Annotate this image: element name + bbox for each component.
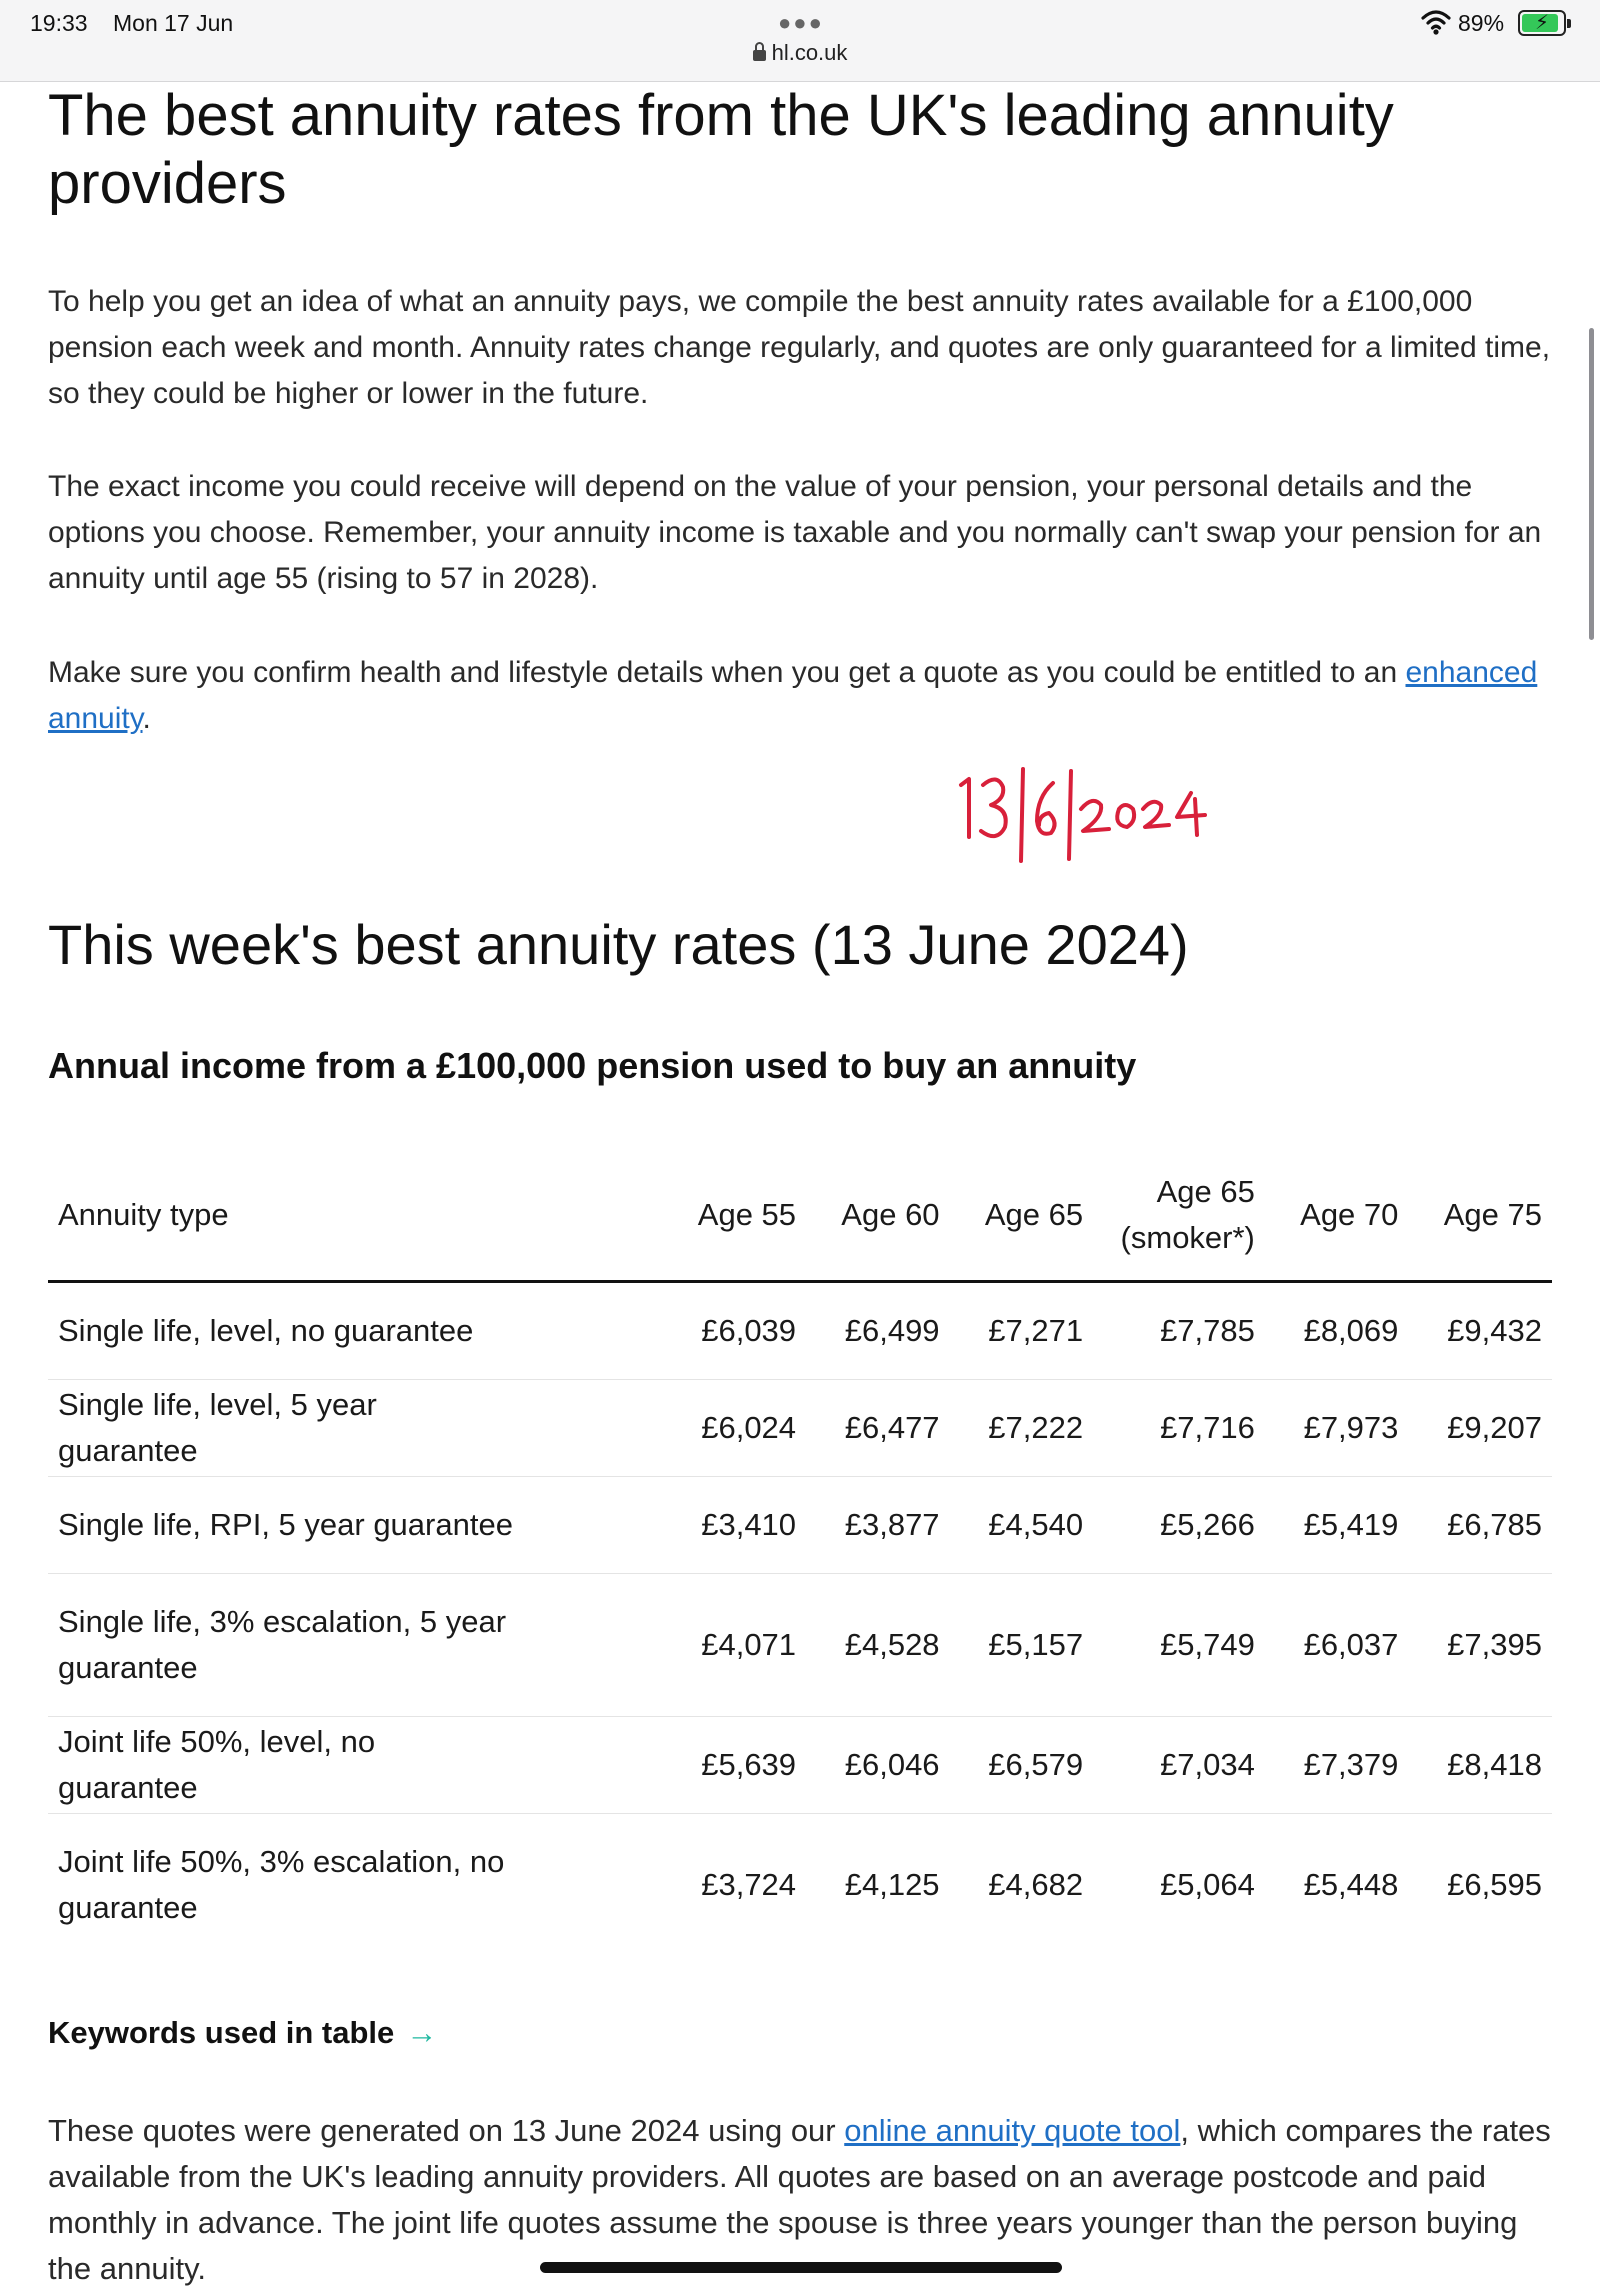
intro-paragraph-2: The exact income you could receive will depend on the value of your pension, your personal details and the options you choose. Remember, your annuity income is taxable and you normally can't swap your pension for an annuity until age 55 (rising to 57 in 2028).: [48, 470, 1542, 595]
annuity-type-cell: Joint life 50%, 3% escalation, no guarantee: [58, 1844, 505, 1925]
rate-cell: £7,716: [1093, 1380, 1265, 1477]
table-header-row: [48, 1150, 1552, 1282]
rate-cell: £7,034: [1093, 1717, 1265, 1814]
rates-heading: This week's best annuity rates (13 June 2024): [48, 913, 1189, 976]
rate-cell: £6,499: [806, 1282, 950, 1380]
keywords-label: Keywords used in table: [48, 2015, 395, 2050]
rate-cell: £5,266: [1093, 1477, 1265, 1574]
rate-cell: £5,157: [950, 1574, 1094, 1717]
rate-cell: £6,595: [1447, 1867, 1542, 1902]
rate-cell: £8,418: [1408, 1717, 1552, 1814]
table-row: [48, 1814, 1552, 1957]
annuity-type-cell: Single life, 3% escalation, 5 year guarantee: [48, 1574, 663, 1717]
column-header-age-60: Age 60: [806, 1150, 950, 1282]
handwritten-date-annotation: [955, 765, 1215, 865]
enhanced-annuity-link[interactable]: enhanced annuity: [48, 656, 1538, 735]
rate-cell: £7,222: [950, 1380, 1094, 1477]
status-date: Mon 17 Jun: [113, 10, 234, 36]
rate-cell: £4,540: [950, 1477, 1094, 1574]
wifi-icon: [1421, 8, 1451, 36]
annuity-quote-tool-link[interactable]: online annuity quote tool: [844, 2113, 1181, 2148]
column-header-age-65-smoker: Age 65 (smoker*): [1093, 1150, 1265, 1282]
table-row: [48, 1717, 1552, 1814]
rate-cell: £6,024: [663, 1380, 807, 1477]
rate-cell: £7,395: [1408, 1574, 1552, 1717]
table-row: [48, 1282, 1552, 1380]
battery-charging-icon: [1518, 10, 1566, 36]
rate-cell: £4,682: [988, 1867, 1084, 1902]
column-header-age-70: Age 70: [1265, 1150, 1409, 1282]
table-row: [48, 1477, 1552, 1574]
rate-cell: £8,069: [1265, 1282, 1409, 1380]
rate-cell: £4,071: [663, 1574, 807, 1717]
annuity-type-cell: Single life, level, no guarantee: [48, 1282, 663, 1380]
rate-cell: £6,046: [806, 1717, 950, 1814]
arrow-right-icon: →: [406, 2015, 438, 2050]
column-header-age-75: Age 75: [1408, 1150, 1552, 1282]
battery-percent: 89%: [1458, 10, 1505, 36]
status-bar: [0, 0, 1600, 82]
battery-nub: [1567, 19, 1571, 28]
intro-paragraph-1: To help you get an idea of what an annuity pays, we compile the best annuity rates available for a £100,000 pension each week and month. Annuity rates change regularly, and quotes are only guaranteed for a limited time, so they could be higher or lower in the future.: [48, 285, 1551, 410]
column-header-age-65: Age 65: [950, 1150, 1094, 1282]
intro-paragraph-3-text: Make sure you confirm health and lifestyle details when you get a quote as you could be entitled to an: [48, 656, 1406, 689]
rate-cell: £3,410: [663, 1477, 807, 1574]
footnote-text-end: , which compares the rates available from the UK's leading annuity providers. All quotes are based on an average postcode and paid monthly in advance. The joint life quotes assume the spouse is three years younger than the person buying the annuity.: [48, 2113, 1551, 2286]
rate-cell: £3,877: [806, 1477, 950, 1574]
rate-cell: £6,039: [663, 1282, 807, 1380]
rate-cell: £6,579: [950, 1717, 1094, 1814]
rate-cell: £5,064: [1160, 1867, 1255, 1902]
table-row: [48, 1380, 1552, 1477]
rate-cell: £4,125: [844, 1867, 940, 1902]
rate-cell: £5,419: [1265, 1477, 1409, 1574]
handwritten-date-text: 13|6|2024: [955, 765, 960, 766]
rates-subheading: Annual income from a £100,000 pension used to buy an annuity: [48, 1045, 1137, 1086]
rate-cell: £7,785: [1093, 1282, 1265, 1380]
rate-cell: £5,448: [1303, 1867, 1399, 1902]
scrollbar[interactable]: [1589, 328, 1594, 640]
url-text: hl.co.uk: [771, 40, 848, 65]
charging-bolt-icon: ⚡: [1535, 12, 1550, 34]
address-bar[interactable]: [0, 40, 1600, 66]
status-time: 19:33: [30, 10, 88, 36]
rate-cell: £5,749: [1093, 1574, 1265, 1717]
more-dots-icon[interactable]: ●●●: [778, 10, 824, 35]
rate-cell: £6,477: [806, 1380, 950, 1477]
rate-cell: £7,379: [1265, 1717, 1409, 1814]
column-header-annuity-type: Annuity type: [48, 1150, 663, 1282]
annuity-type-cell: Single life, RPI, 5 year guarantee: [48, 1477, 663, 1574]
table-row: [48, 1574, 1552, 1717]
page-title: The best annuity rates from the UK's leading annuity providers: [48, 83, 1394, 216]
rate-cell: £9,207: [1408, 1380, 1552, 1477]
rate-cell: £5,639: [663, 1717, 807, 1814]
intro-paragraph-3: [48, 650, 1568, 742]
rate-cell: £4,528: [806, 1574, 950, 1717]
column-header-age-55: Age 55: [663, 1150, 807, 1282]
rate-cell: £6,785: [1408, 1477, 1552, 1574]
annuity-rates-table: [48, 1150, 1552, 1956]
rate-cell: £3,724: [701, 1867, 797, 1902]
lock-icon: [753, 50, 766, 61]
intro-paragraph-3-end: .: [142, 702, 151, 735]
rate-cell: £7,271: [950, 1282, 1094, 1380]
rate-cell: £7,973: [1265, 1380, 1409, 1477]
rate-cell: £9,432: [1408, 1282, 1552, 1380]
keywords-toggle[interactable]: [48, 2015, 437, 2051]
annuity-type-cell: Joint life 50%, level, no guarantee: [48, 1717, 663, 1814]
annuity-type-cell: Single life, level, 5 year guarantee: [48, 1380, 663, 1477]
rate-cell: £6,037: [1265, 1574, 1409, 1717]
footnote-text: These quotes were generated on 13 June 2024 using our: [48, 2113, 845, 2148]
home-indicator[interactable]: [540, 2262, 1062, 2273]
